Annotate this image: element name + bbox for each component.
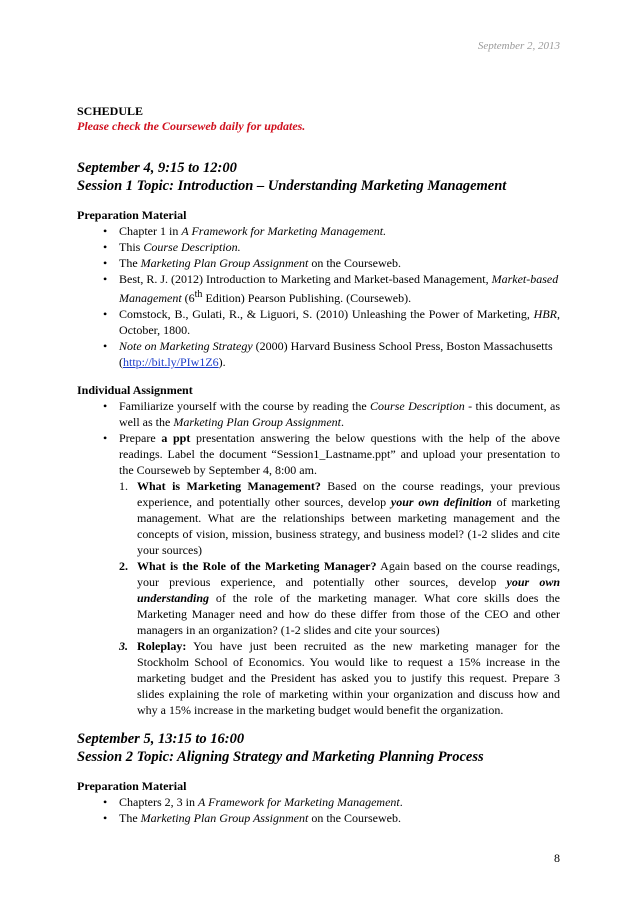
session1-heading <box>77 159 560 195</box>
page-number: 8 <box>554 851 560 865</box>
session2-prep-label: Preparation Material <box>77 779 187 793</box>
session1-prep-label: Preparation Material <box>77 208 187 222</box>
list-item: • This Course Description. <box>101 239 560 255</box>
session1-date: September 4, 9:15 to 12:00 <box>77 160 237 176</box>
list-item: • Note on Marketing Strategy (2000) Harvard Business School Press, Boston Massachusetts (http://bit.ly/PIw1Z6). <box>101 338 560 370</box>
list-item: • Comstock, B., Gulati, R., & Liguori, S. (2010) Unleashing the Power of Marketing, HBR, October, 1800. <box>101 306 560 338</box>
header-date: September 2, 2013 <box>477 40 560 52</box>
schedule-title: SCHEDULE <box>77 104 144 118</box>
list-item: • The Marketing Plan Group Assignment on the Courseweb. <box>101 255 560 271</box>
session1-assignment-list <box>77 398 560 718</box>
schedule-note: Please check the Courseweb daily for updates. <box>77 119 306 133</box>
question-item: 1. What is Marketing Management? Based on the course readings, your previous experience, and potentially other sources, develop your own definition of marketing management. What are the relationships between marketing management and the concepts of vision, mission, business strategy, and business model? (1-2 slides and cite your sources) <box>119 479 560 557</box>
question-item: 2. What is the Role of the Marketing Manager? Again based on the course readings, your previous experience, and potentially other sources, develop your own understanding of the role of the marketing manager. What core skills does the Marketing Manager need and how do these differ from those of the CEO and other managers in an organization? (1-2 slides and cite your sources) <box>119 559 560 637</box>
list-item: • Best, R. J. (2012) Introduction to Marketing and Market-based Management, Market-based Management (6th Edition) Pearson Publishing. (Courseweb). <box>101 271 560 306</box>
session2-prep-list <box>77 794 560 826</box>
session2-topic: Session 2 Topic: Aligning Strategy and Marketing Planning Process <box>77 749 484 765</box>
list-item: • The Marketing Plan Group Assignment on the Courseweb. <box>101 810 560 826</box>
session2-date: September 5, 13:15 to 16:00 <box>77 731 245 747</box>
session1-assignment-label: Individual Assignment <box>77 383 193 397</box>
list-item: • Chapters 2, 3 in A Framework for Marketing Management. <box>101 794 560 810</box>
session1-topic: Session 1 Topic: Introduction – Understanding Marketing Management <box>77 178 507 194</box>
list-item: • Prepare a ppt presentation answering the below questions with the help of the above readings. Label the document “Session1_Lastname.ppt” and upload your presentation to the Courseweb by September 4, 8:00 am. 1. What is Marketing Management? Based on the course readings, your previous experience, and potentially other sources, develop your own definition of marketing management. What are the relationships between marketing management and the concepts of vision, mission, business strategy, and business model? (1-2 slides and cite your sources) 2. What is the Role of the Marketing Manager? Again based on the course readings, your previous experience, and potentially other sources, develop your own understanding of the role of the marketing manager. What core skills does the Marketing Manager need and how do these differ from those of the CEO and other managers in an organization? (1-2 slides and cite your sources) 3. Roleplay: You have just been recruited as the new marketing manager for the Stockholm School of Economics. You would like to request a 15% increase in the marketing budget and the President has asked you to justify this request. Prepare 3 slides explaining the role of marketing within your organization and discuss how and why a 15% increase in the marketing budget would benefit the organization. <box>101 430 560 718</box>
page-content <box>77 104 560 826</box>
question-list <box>119 478 560 718</box>
session1-prep-list <box>77 223 560 370</box>
session2-heading <box>77 730 560 766</box>
list-item: • Chapter 1 in A Framework for Marketing Management. <box>101 223 560 239</box>
question-item: 3. Roleplay: You have just been recruited as the new marketing manager for the Stockholm School of Economics. You would like to request a 15% increase in the marketing budget and the President has asked you to justify this request. Prepare 3 slides explaining the role of marketing within your organization and discuss how and why a 15% increase in the marketing budget would benefit the organization. <box>119 639 560 717</box>
list-item: • Familiarize yourself with the course by reading the Course Description - this document, as well as the Marketing Plan Group Assignment. <box>101 398 560 430</box>
note-link[interactable]: http://bit.ly/PIw1Z6 <box>123 355 219 369</box>
